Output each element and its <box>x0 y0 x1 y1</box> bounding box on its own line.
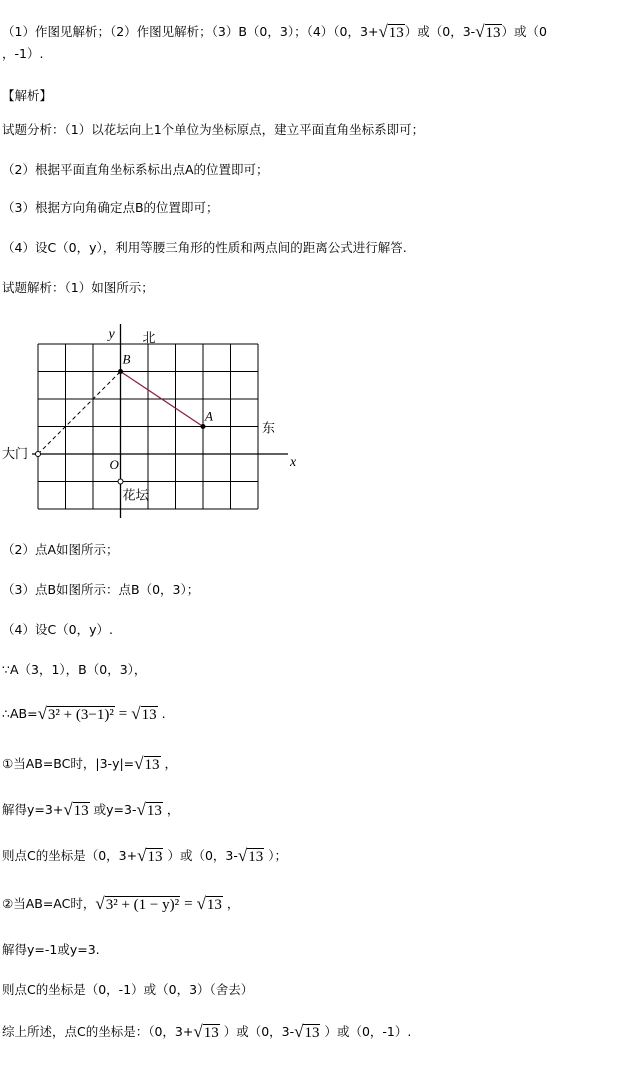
sqrt-13: √13 <box>136 800 162 819</box>
label-A: A <box>205 408 213 424</box>
case-1-prefix: ①当AB=BC时，|3-y|= <box>2 756 135 771</box>
sqrt-13: √13 <box>378 22 404 41</box>
sol1-tail: ， <box>166 802 180 817</box>
point-gate <box>36 452 41 457</box>
analysis-header: 【解析】 <box>2 88 53 103</box>
c1-prefix: 则点C的坐标是（0，3+ <box>2 848 138 863</box>
equals-sign: = <box>118 706 128 722</box>
axis-label-x: x <box>290 455 297 470</box>
solution-step-4: （4）设C（0，y）. <box>2 622 114 637</box>
given-points: ∵A（3，1），B（0，3）， <box>2 662 147 677</box>
case-1-tail: ， <box>164 756 177 771</box>
answer-text-1b: ）或（0，3- <box>404 24 476 39</box>
sqrt-13: √13 <box>63 800 89 819</box>
point-B <box>118 369 123 374</box>
sqrt-13: √13 <box>237 846 264 865</box>
sqrt-13: √13 <box>193 1022 219 1041</box>
sqrt-case-2-expression: √3² + (1 − y)² <box>95 894 180 913</box>
answer-text-1a: （1）作图见解析；（2）作图见解析；（3）B（0，3）；（4）（0，3+ <box>2 24 379 39</box>
sqrt-13: √13 <box>131 704 157 723</box>
label-flowerbed: 花坛 <box>122 488 149 504</box>
coordinate-diagram <box>0 318 300 518</box>
final-prefix: 综上所述，点C的坐标是：（0，3+ <box>2 1024 194 1039</box>
analysis-step-2: （2）根据平面直角坐标系标出点A的位置即可； <box>2 162 269 177</box>
axis-label-y: y <box>108 327 115 342</box>
final-answer <box>2 1022 411 1043</box>
solution-case-1 <box>2 800 179 821</box>
sqrt-ab-expression: √3² + (3−1)² <box>37 704 114 723</box>
answer-line-1 <box>2 22 547 43</box>
point-flowerbed <box>118 479 123 484</box>
dashed-line-gate-to-B <box>38 372 121 455</box>
point-c-case-1 <box>2 846 287 867</box>
final-mid-1: ）或（0，3- <box>223 1024 295 1039</box>
answer-text-1c: ）或（0 <box>501 24 547 39</box>
case-2 <box>2 894 239 915</box>
answer-line-2: ，-1）. <box>2 46 44 61</box>
solution-step-3: （3）点B如图所示：点B（0，3）； <box>2 582 200 597</box>
sqrt-13: √13 <box>294 1022 320 1041</box>
label-B: B <box>122 351 131 367</box>
case-2-tail: ， <box>226 896 240 911</box>
solution-intro: 试题解析：（1）如图所示； <box>2 280 154 295</box>
label-east: 东 <box>262 421 276 437</box>
sol1-mid: 或y=3- <box>93 802 137 817</box>
label-O: O <box>109 457 119 472</box>
point-c-case-2: 则点C的坐标是（0，-1）或（0，3）（舍去） <box>2 982 254 997</box>
grid <box>38 344 258 509</box>
ab-length: ∴AB=√3² + (3−1)² = √13 . <box>2 704 166 723</box>
label-north: 北 <box>142 331 156 346</box>
solution-case-2: 解得y=-1或y=3. <box>2 942 100 957</box>
axes <box>32 324 288 518</box>
sol1-prefix: 解得y=3+ <box>2 802 64 817</box>
c1-tail: ）； <box>268 848 287 863</box>
sqrt-13: √13 <box>196 894 222 913</box>
final-mid-2: ）或（0，-1）. <box>324 1024 412 1039</box>
c1-mid: ）或（0，3- <box>167 848 238 863</box>
solution-step-2: （2）点A如图所示； <box>2 542 119 557</box>
analysis-step-3: （3）根据方向角确定点B的位置即可； <box>2 200 219 215</box>
analysis-step-4: （4）设C（0，y），利用等腰三角形的性质和两点间的距离公式进行解答. <box>2 240 407 255</box>
sqrt-13: √13 <box>134 754 160 773</box>
label-gate: 大门 <box>2 447 29 462</box>
case-2-prefix: ②当AB=AC时， <box>2 896 96 911</box>
sqrt-13: √13 <box>137 846 163 865</box>
equals-sign: = <box>184 896 193 912</box>
ab-prefix: ∴AB= <box>2 706 38 721</box>
analysis-intro: 试题分析：（1）以花坛向上1个单位为坐标原点，建立平面直角坐标系即可； <box>2 122 425 137</box>
sqrt-13: √13 <box>475 22 501 41</box>
point-A <box>201 424 206 429</box>
case-1 <box>2 754 177 775</box>
